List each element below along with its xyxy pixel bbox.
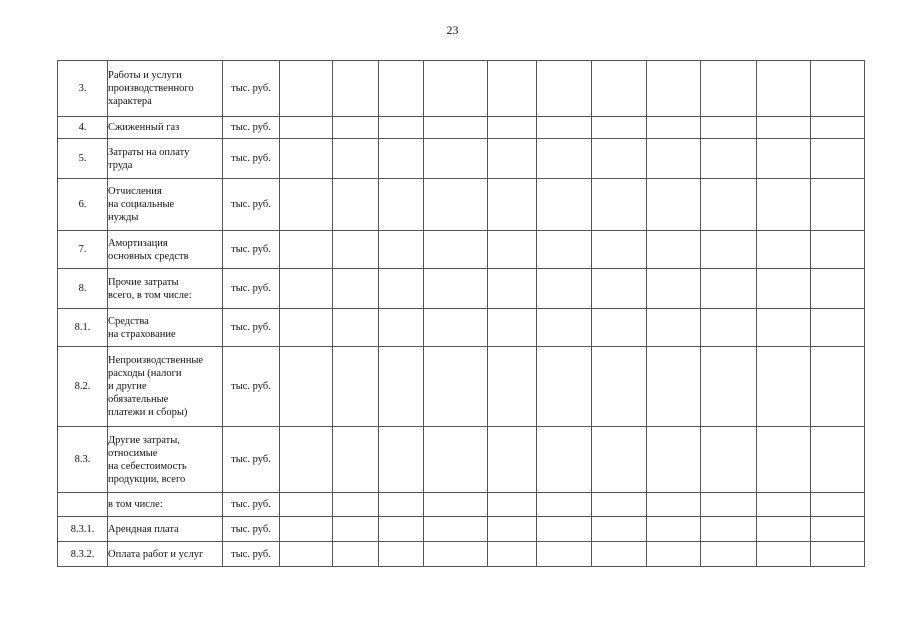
- row-number: 3.: [58, 61, 108, 117]
- row-unit: тыс. руб.: [223, 309, 280, 347]
- row-unit: тыс. руб.: [223, 427, 280, 493]
- cost-table: [57, 60, 865, 567]
- value-cell: [424, 231, 488, 269]
- row-name: Прочие затраты всего, в том числе:: [108, 276, 192, 301]
- row-number: 5.: [58, 139, 108, 179]
- value-cell: [811, 61, 865, 117]
- value-cell: [592, 117, 647, 139]
- value-cell: [537, 179, 592, 231]
- page-number: 23: [446, 23, 459, 37]
- row-name: в том числе:: [108, 499, 163, 510]
- row-unit: тыс. руб.: [223, 269, 280, 309]
- value-cell: [488, 61, 537, 117]
- value-cell: [757, 61, 811, 117]
- value-cell: [379, 309, 424, 347]
- value-cell: [333, 139, 379, 179]
- value-cell: [592, 517, 647, 542]
- value-cell: [537, 117, 592, 139]
- row-unit: тыс. руб.: [223, 231, 280, 269]
- row-name: Средства на страхование: [108, 315, 176, 340]
- row-name: Арендная плата: [108, 523, 179, 535]
- value-cell: [537, 269, 592, 309]
- table-row: [58, 179, 865, 231]
- value-cell: [333, 517, 379, 542]
- value-cell: [280, 117, 333, 139]
- value-cell: [424, 61, 488, 117]
- value-cell: [379, 493, 424, 517]
- value-cell: [757, 179, 811, 231]
- table-row: [58, 493, 865, 517]
- value-cell: [811, 309, 865, 347]
- value-cell: [701, 179, 757, 231]
- value-cell: [701, 427, 757, 493]
- value-cell: [379, 542, 424, 567]
- value-cell: [280, 139, 333, 179]
- value-cell: [757, 427, 811, 493]
- value-cell: [811, 269, 865, 309]
- value-cell: [280, 517, 333, 542]
- value-cell: [647, 347, 701, 427]
- row-number: 8.1.: [58, 309, 108, 347]
- table-row: [58, 139, 865, 179]
- value-cell: [701, 309, 757, 347]
- row-unit: тыс. руб.: [223, 61, 280, 117]
- row-number: 8.2.: [58, 347, 108, 427]
- value-cell: [811, 231, 865, 269]
- row-number: 8.: [58, 269, 108, 309]
- value-cell: [811, 117, 865, 139]
- table-row: [58, 117, 865, 139]
- value-cell: [701, 231, 757, 269]
- value-cell: [333, 61, 379, 117]
- table-row: [58, 309, 865, 347]
- value-cell: [379, 117, 424, 139]
- value-cell: [379, 61, 424, 117]
- value-cell: [811, 542, 865, 567]
- value-cell: [757, 309, 811, 347]
- row-name: Сжиженный газ: [108, 122, 180, 133]
- value-cell: [280, 347, 333, 427]
- row-name-cell: [108, 517, 223, 542]
- value-cell: [280, 542, 333, 567]
- row-number: 8.3.: [58, 427, 108, 493]
- value-cell: [379, 517, 424, 542]
- value-cell: [757, 231, 811, 269]
- cost-table-body: [58, 61, 865, 567]
- value-cell: [488, 517, 537, 542]
- row-name: Непроизводственные расходы (налоги и другие обязательные платежи и сборы): [108, 355, 204, 418]
- row-unit: тыс. руб.: [223, 542, 280, 567]
- value-cell: [424, 117, 488, 139]
- value-cell: [537, 347, 592, 427]
- value-cell: [488, 139, 537, 179]
- value-cell: [424, 309, 488, 347]
- value-cell: [757, 269, 811, 309]
- table-row: [58, 542, 865, 567]
- value-cell: [592, 347, 647, 427]
- value-cell: [424, 517, 488, 542]
- value-cell: [757, 117, 811, 139]
- value-cell: [701, 517, 757, 542]
- value-cell: [592, 542, 647, 567]
- value-cell: [647, 179, 701, 231]
- row-name: Затраты на оплату труда: [108, 146, 190, 171]
- value-cell: [280, 231, 333, 269]
- row-name-cell: [108, 117, 223, 139]
- table-row: [58, 427, 865, 493]
- value-cell: [280, 427, 333, 493]
- value-cell: [488, 427, 537, 493]
- value-cell: [701, 117, 757, 139]
- value-cell: [537, 542, 592, 567]
- row-name: Отчисления на социальные нужды: [108, 186, 175, 223]
- value-cell: [592, 309, 647, 347]
- value-cell: [280, 61, 333, 117]
- value-cell: [333, 347, 379, 427]
- value-cell: [647, 139, 701, 179]
- row-unit: тыс. руб.: [223, 117, 280, 139]
- value-cell: [424, 269, 488, 309]
- row-number: 4.: [58, 117, 108, 139]
- value-cell: [537, 231, 592, 269]
- row-name-cell: [108, 427, 223, 493]
- table-row: [58, 517, 865, 542]
- value-cell: [424, 427, 488, 493]
- row-unit: тыс. руб.: [223, 179, 280, 231]
- value-cell: [811, 493, 865, 517]
- row-name-cell: [108, 309, 223, 347]
- value-cell: [757, 517, 811, 542]
- row-name: Работы и услуги производственного характера: [108, 70, 194, 107]
- value-cell: [488, 493, 537, 517]
- row-name-cell: [108, 179, 223, 231]
- row-name-cell: [108, 347, 223, 427]
- value-cell: [647, 231, 701, 269]
- value-cell: [701, 493, 757, 517]
- value-cell: [333, 117, 379, 139]
- row-name-cell: [108, 139, 223, 179]
- value-cell: [379, 231, 424, 269]
- value-cell: [424, 139, 488, 179]
- row-name-cell: [108, 493, 223, 517]
- value-cell: [280, 493, 333, 517]
- value-cell: [757, 347, 811, 427]
- value-cell: [333, 542, 379, 567]
- value-cell: [592, 179, 647, 231]
- value-cell: [488, 347, 537, 427]
- value-cell: [424, 347, 488, 427]
- value-cell: [757, 139, 811, 179]
- row-number: [58, 493, 108, 517]
- value-cell: [280, 269, 333, 309]
- table-row: [58, 231, 865, 269]
- value-cell: [537, 517, 592, 542]
- value-cell: [424, 542, 488, 567]
- value-cell: [280, 179, 333, 231]
- value-cell: [537, 139, 592, 179]
- value-cell: [592, 493, 647, 517]
- value-cell: [647, 517, 701, 542]
- value-cell: [811, 517, 865, 542]
- value-cell: [379, 139, 424, 179]
- value-cell: [647, 61, 701, 117]
- table-row: [58, 61, 865, 117]
- value-cell: [701, 139, 757, 179]
- value-cell: [592, 61, 647, 117]
- value-cell: [424, 493, 488, 517]
- value-cell: [379, 427, 424, 493]
- value-cell: [280, 309, 333, 347]
- value-cell: [379, 347, 424, 427]
- value-cell: [537, 427, 592, 493]
- value-cell: [592, 139, 647, 179]
- value-cell: [647, 427, 701, 493]
- table-row: [58, 347, 865, 427]
- value-cell: [811, 179, 865, 231]
- value-cell: [333, 427, 379, 493]
- value-cell: [811, 427, 865, 493]
- value-cell: [592, 231, 647, 269]
- value-cell: [701, 61, 757, 117]
- row-name-cell: [108, 542, 223, 567]
- value-cell: [811, 347, 865, 427]
- value-cell: [424, 179, 488, 231]
- row-unit: тыс. руб.: [223, 517, 280, 542]
- value-cell: [379, 269, 424, 309]
- value-cell: [701, 347, 757, 427]
- row-number: 8.3.2.: [58, 542, 108, 567]
- value-cell: [379, 179, 424, 231]
- row-number: 6.: [58, 179, 108, 231]
- row-number: 7.: [58, 231, 108, 269]
- table-row: [58, 269, 865, 309]
- value-cell: [488, 117, 537, 139]
- value-cell: [701, 269, 757, 309]
- row-name: Другие затраты, относимые на себестоимость продукции, всего: [108, 434, 187, 485]
- value-cell: [592, 427, 647, 493]
- value-cell: [488, 542, 537, 567]
- value-cell: [333, 269, 379, 309]
- value-cell: [647, 542, 701, 567]
- value-cell: [537, 493, 592, 517]
- value-cell: [701, 542, 757, 567]
- value-cell: [647, 493, 701, 517]
- value-cell: [333, 309, 379, 347]
- row-name: Оплата работ и услуг: [108, 548, 204, 560]
- value-cell: [757, 542, 811, 567]
- value-cell: [647, 117, 701, 139]
- value-cell: [537, 309, 592, 347]
- value-cell: [488, 309, 537, 347]
- row-name-cell: [108, 269, 223, 309]
- value-cell: [488, 269, 537, 309]
- value-cell: [757, 493, 811, 517]
- value-cell: [537, 61, 592, 117]
- value-cell: [647, 269, 701, 309]
- row-name: Амортизация основных средств: [108, 237, 189, 262]
- row-name-cell: [108, 231, 223, 269]
- value-cell: [811, 139, 865, 179]
- value-cell: [333, 179, 379, 231]
- row-unit: тыс. руб.: [223, 493, 280, 517]
- value-cell: [333, 493, 379, 517]
- row-unit: тыс. руб.: [223, 347, 280, 427]
- value-cell: [488, 179, 537, 231]
- value-cell: [647, 309, 701, 347]
- value-cell: [333, 231, 379, 269]
- row-unit: тыс. руб.: [223, 139, 280, 179]
- value-cell: [592, 269, 647, 309]
- row-number: 8.3.1.: [58, 517, 108, 542]
- value-cell: [488, 231, 537, 269]
- row-name-cell: [108, 61, 223, 117]
